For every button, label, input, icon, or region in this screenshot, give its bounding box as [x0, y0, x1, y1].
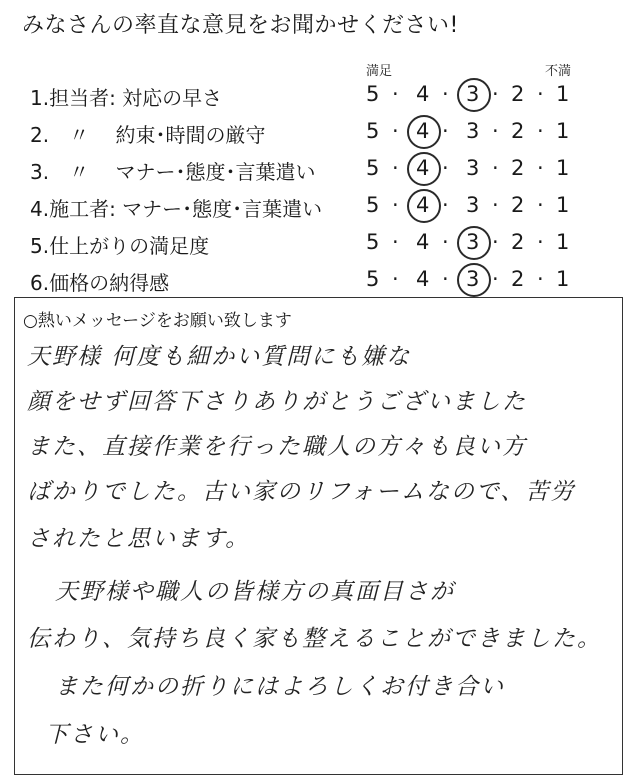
rating-value[interactable]: 1: [556, 156, 570, 180]
rating-row: [30, 191, 620, 221]
rating-value[interactable]: 5: [366, 267, 380, 291]
rating-value[interactable]: 4: [416, 193, 430, 217]
rating-item-label: 4.施工者: マナー･態度･言葉遣い: [30, 197, 323, 221]
scale-separator: ·: [442, 156, 449, 180]
rating-value[interactable]: 3: [466, 156, 480, 180]
scale-separator: ·: [492, 156, 499, 180]
scale-separator: ·: [492, 267, 499, 291]
form-title: みなさんの率直な意見をお聞かせください!: [22, 13, 459, 38]
message-title: ○熱いメッセージをお願い致します: [23, 311, 292, 331]
rating-value[interactable]: 1: [556, 230, 570, 254]
scale-separator: ·: [537, 119, 544, 143]
handwritten-line: 天野様 何度も細かい質問にも嫌な: [27, 344, 412, 370]
handwritten-line: また、直接作業を行った職人の方々も良い方: [27, 434, 527, 460]
scale-separator: ·: [442, 193, 449, 217]
rating-value[interactable]: 3: [466, 193, 480, 217]
rating-value[interactable]: 1: [556, 119, 570, 143]
rating-value[interactable]: 3: [466, 119, 480, 143]
scale-separator: ·: [537, 267, 544, 291]
rating-item-label: 6.価格の納得感: [30, 271, 170, 295]
rating-value[interactable]: 5: [366, 156, 380, 180]
rating-value[interactable]: 1: [556, 193, 570, 217]
scale-separator: ·: [392, 230, 399, 254]
rating-value[interactable]: 3: [466, 230, 480, 254]
scale-low-label: 不満: [545, 64, 572, 79]
scale-separator: ·: [537, 193, 544, 217]
rating-value[interactable]: 4: [416, 82, 430, 106]
rating-item-label: 3. 〃 マナー･態度･言葉遣い: [30, 160, 316, 184]
handwritten-line: また何かの折りにはよろしくお付き合い: [55, 674, 505, 700]
rating-row: [30, 228, 620, 258]
rating-value[interactable]: 1: [556, 267, 570, 291]
scale-separator: ·: [392, 82, 399, 106]
scale-separator: ·: [392, 119, 399, 143]
rating-row: [30, 80, 620, 110]
selected-rating-circle: [407, 152, 441, 186]
selected-rating-circle: [457, 263, 491, 297]
scale-high-label: 満足: [366, 64, 393, 79]
scale-separator: ·: [492, 119, 499, 143]
scale-separator: ·: [537, 82, 544, 106]
rating-value[interactable]: 2: [511, 230, 525, 254]
rating-row: [30, 117, 620, 147]
scale-separator: ·: [442, 267, 449, 291]
rating-value[interactable]: 3: [466, 82, 480, 106]
rating-row: [30, 154, 620, 184]
selected-rating-circle: [457, 226, 491, 260]
scale-separator: ·: [442, 82, 449, 106]
rating-item-label: 2. 〃 約束･時間の厳守: [30, 123, 266, 147]
handwritten-line: 天野様や職人の皆様方の真面目さが: [55, 579, 455, 605]
selected-rating-circle: [457, 78, 491, 112]
rating-value[interactable]: 5: [366, 193, 380, 217]
rating-value[interactable]: 5: [366, 230, 380, 254]
selected-rating-circle: [407, 115, 441, 149]
handwritten-line: 下さい。: [45, 722, 145, 748]
rating-value[interactable]: 2: [511, 156, 525, 180]
scale-separator: ·: [492, 230, 499, 254]
rating-value[interactable]: 3: [466, 267, 480, 291]
rating-item-label: 1.担当者: 対応の早さ: [30, 86, 223, 110]
scale-separator: ·: [392, 156, 399, 180]
rating-value[interactable]: 4: [416, 119, 430, 143]
rating-value[interactable]: 5: [366, 82, 380, 106]
rating-value[interactable]: 2: [511, 119, 525, 143]
scale-separator: ·: [492, 82, 499, 106]
rating-value[interactable]: 4: [416, 156, 430, 180]
message-box: [14, 297, 623, 775]
selected-rating-circle: [407, 189, 441, 223]
scale-separator: ·: [492, 193, 499, 217]
rating-value[interactable]: 5: [366, 119, 380, 143]
rating-value[interactable]: 1: [556, 82, 570, 106]
handwritten-line: されたと思います。: [27, 526, 251, 552]
rating-value[interactable]: 4: [416, 230, 430, 254]
rating-row: [30, 265, 620, 295]
rating-value[interactable]: 2: [511, 82, 525, 106]
scale-separator: ·: [537, 230, 544, 254]
scale-separator: ·: [392, 267, 399, 291]
rating-value[interactable]: 4: [416, 267, 430, 291]
scale-separator: ·: [442, 230, 449, 254]
scale-separator: ·: [392, 193, 399, 217]
handwritten-line: 伝わり、気持ち良く家も整えることができました。: [27, 626, 602, 652]
handwritten-line: 顔をせず回答下さりありがとうございました: [27, 389, 527, 415]
handwritten-line: ばかりでした。古い家のリフォームなので、苦労: [27, 479, 576, 505]
scale-separator: ·: [537, 156, 544, 180]
rating-item-label: 5.仕上がりの満足度: [30, 234, 210, 258]
rating-value[interactable]: 2: [511, 193, 525, 217]
scale-separator: ·: [442, 119, 449, 143]
rating-value[interactable]: 2: [511, 267, 525, 291]
